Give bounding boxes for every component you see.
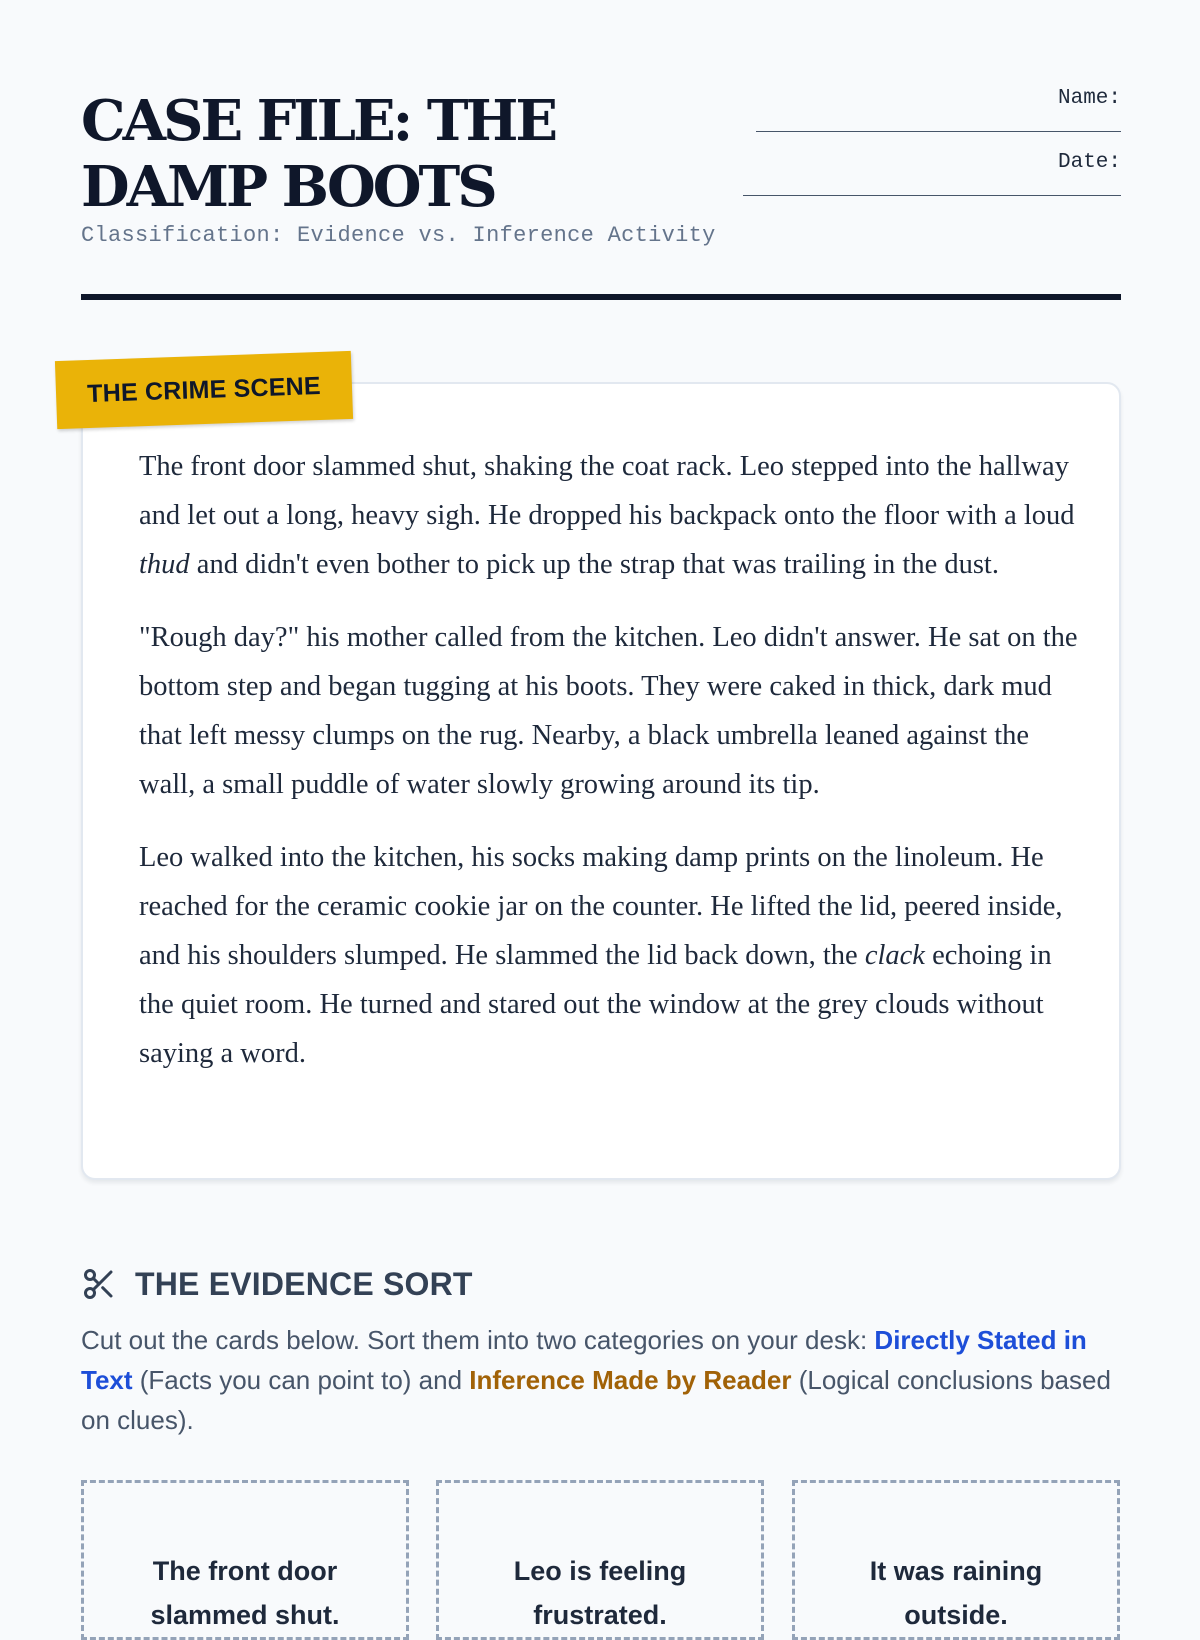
header-divider [81,294,1121,300]
evidence-card[interactable]: Leo is feeling frustrated. [436,1480,764,1640]
emphasis-clack: clack [864,940,925,971]
evidence-card[interactable]: It was raining outside. [792,1480,1120,1640]
category-inference: Inference Made by Reader [469,1365,792,1395]
evidence-card[interactable]: The front door slammed shut. [81,1480,409,1640]
crime-scene-tag: THE CRIME SCENE [55,351,353,429]
name-blank-line[interactable] [756,110,1121,132]
student-info-fields [741,88,1121,196]
name-label: Name: [1057,87,1121,110]
header [81,88,1121,298]
story-paragraph-2: "Rough day?" his mother called from the kitchen. Leo didn't answer. He sat on the bottom step and began tugging at his boots. They were caked in thick, dark mud that left messy clumps on the rug. Nearby, a black umbrella leaned against the wall, a small puddle of water slowly growing around its tip. [139,622,1078,800]
sort-instructions: Cut out the cards below. Sort them into two categories on your desk: Directly Stated in Text (Facts you can point to) and Inference Made by Reader (Logical conclusions based on clues). [81,1325,1111,1435]
page-title: CASE FILE: THE DAMP BOOTS [81,88,556,220]
story-text [139,442,1079,1102]
evidence-sort-title: THE EVIDENCE SORT [135,1265,473,1302]
scissors-icon [81,1266,117,1302]
date-label: Date: [1057,151,1121,174]
evidence-cards [81,1480,1121,1630]
worksheet-page [81,0,1121,1630]
classification-subtitle: Classification: Evidence vs. Inference Activity [81,223,716,248]
emphasis-thud: thud [139,549,190,580]
date-blank-line[interactable] [743,174,1121,196]
story-paragraph-1: The front door slammed shut, shaking the coat rack. Leo stepped into the hallway and let out a long, heavy sigh. He dropped his backpack onto the floor with a loud thud and didn't even bother to pick up the strap that was trailing in the dust. [139,451,1075,580]
evidence-sort-heading [81,1266,473,1302]
category-directly-stated: Directly Stated in Text [81,1325,1087,1395]
crime-scene-card [81,382,1121,1180]
story-paragraph-3: Leo walked into the kitchen, his socks making damp prints on the linoleum. He reached for the ceramic cookie jar on the counter. He lifted the lid, peered inside, and his shoulders slumped. He slammed the lid back down, the clack echoing in the quiet room. He turned and stared out the window at the grey clouds without saying a word. [139,842,1063,1069]
